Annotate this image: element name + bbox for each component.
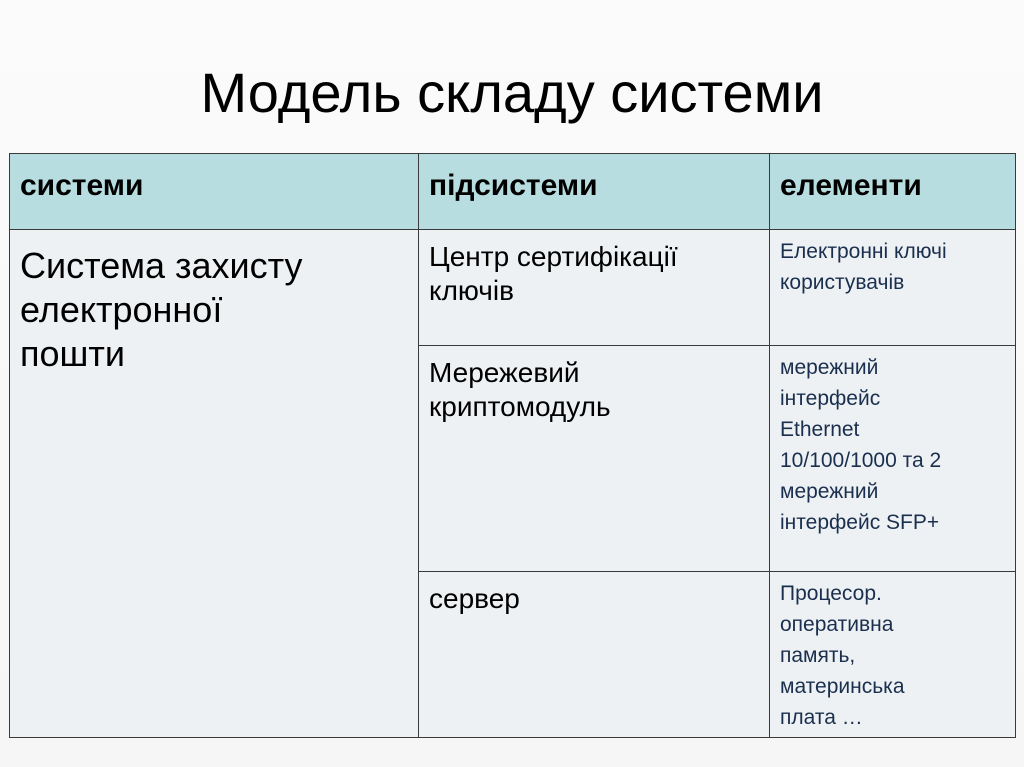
- elements-cell: мережний інтерфейс Ethernet 10/100/1000 та 2 мережний інтерфейс SFP+: [770, 346, 1016, 572]
- header-subsystems: підсистеми: [419, 154, 770, 230]
- elements-cell: Електронні ключі користувачів: [770, 230, 1016, 346]
- subsystem-cell: Центр сертифікації ключів: [419, 230, 770, 346]
- elements-cell: Процесор. оперативна память, материнська плата …: [770, 572, 1016, 738]
- table-header-row: [10, 154, 1016, 230]
- system-cell: Система захисту електронної пошти: [10, 230, 419, 738]
- table-row: [10, 230, 1016, 346]
- header-elements: елементи: [770, 154, 1016, 230]
- subsystem-cell: Мережевий криптомодуль: [419, 346, 770, 572]
- subsystem-cell: сервер: [419, 572, 770, 738]
- slide-title: Модель складу системи: [200, 61, 824, 124]
- system-composition-table: [9, 153, 1016, 738]
- header-systems: системи: [10, 154, 419, 230]
